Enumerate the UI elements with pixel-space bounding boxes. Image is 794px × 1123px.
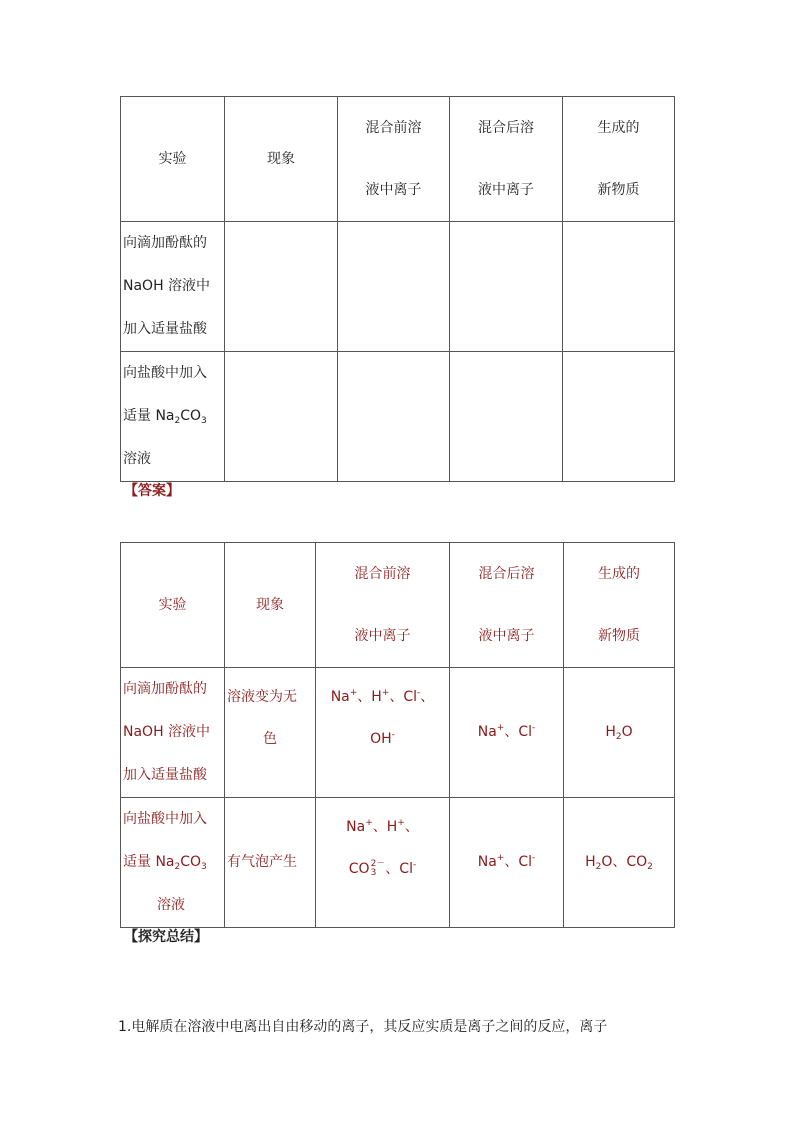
answer-label: 【答案】 <box>124 483 180 499</box>
row1-phenomenon: 溶液变为无 色 <box>225 668 316 798</box>
row1-experiment: 向滴加酚酞的 NaOH 溶液中 加入适量盐酸 <box>121 222 225 352</box>
row1-after-blank <box>450 222 563 352</box>
header-before-ions: 混合前溶 液中离子 <box>316 543 450 668</box>
row1-new-substance: $H_2O$ <box>564 668 675 798</box>
header-experiment: 实验 <box>121 97 225 222</box>
row1-before-ions: Na+、H+、Cl-、 OH- <box>316 668 450 798</box>
row2-before-ions: Na+、H+、 CO 2－ 3 、Cl- <box>316 798 450 928</box>
header-new-substance: 生成的 新物质 <box>563 97 675 222</box>
header-phenomenon: 现象 <box>225 543 316 668</box>
row2-phenomenon: 有气泡产生 <box>225 798 316 928</box>
carbonate-charge: 2－ 3 <box>370 859 386 878</box>
summary-paragraph: 1.电解质在溶液中电离出自由移动的离子，其反应实质是离子之间的反应，离子 <box>118 1019 608 1035</box>
header-after-ions: 混合后溶 液中离子 <box>450 543 564 668</box>
row1-after-ions: Na+、Cl- <box>450 668 564 798</box>
row2-new-substance: $H_2O$、$CO_2$ <box>564 798 675 928</box>
row2-new-blank <box>563 352 675 482</box>
header-experiment: 实验 <box>121 543 225 668</box>
question-table <box>120 96 675 482</box>
row1-phenomenon-blank <box>225 222 338 352</box>
header-before-ions: 混合前溶 液中离子 <box>338 97 450 222</box>
row2-before-blank <box>338 352 450 482</box>
row2-after-ions: Na+、Cl- <box>450 798 564 928</box>
answer-table <box>120 542 675 928</box>
row2-phenomenon-blank <box>225 352 338 482</box>
summary-label: 【探究总结】 <box>124 929 208 945</box>
row2-experiment: 向盐酸中加入 适量 $Na_2CO_3$ 溶液 <box>121 352 225 482</box>
row2-experiment: 向盐酸中加入 适量 $Na_2CO_3$ 溶液 <box>121 798 225 928</box>
header-after-ions: 混合后溶 液中离子 <box>450 97 563 222</box>
row1-new-blank <box>563 222 675 352</box>
header-new-substance: 生成的 新物质 <box>564 543 675 668</box>
row1-experiment: 向滴加酚酞的 NaOH 溶液中 加入适量盐酸 <box>121 668 225 798</box>
row1-before-blank <box>338 222 450 352</box>
row2-after-blank <box>450 352 563 482</box>
header-phenomenon: 现象 <box>225 97 338 222</box>
